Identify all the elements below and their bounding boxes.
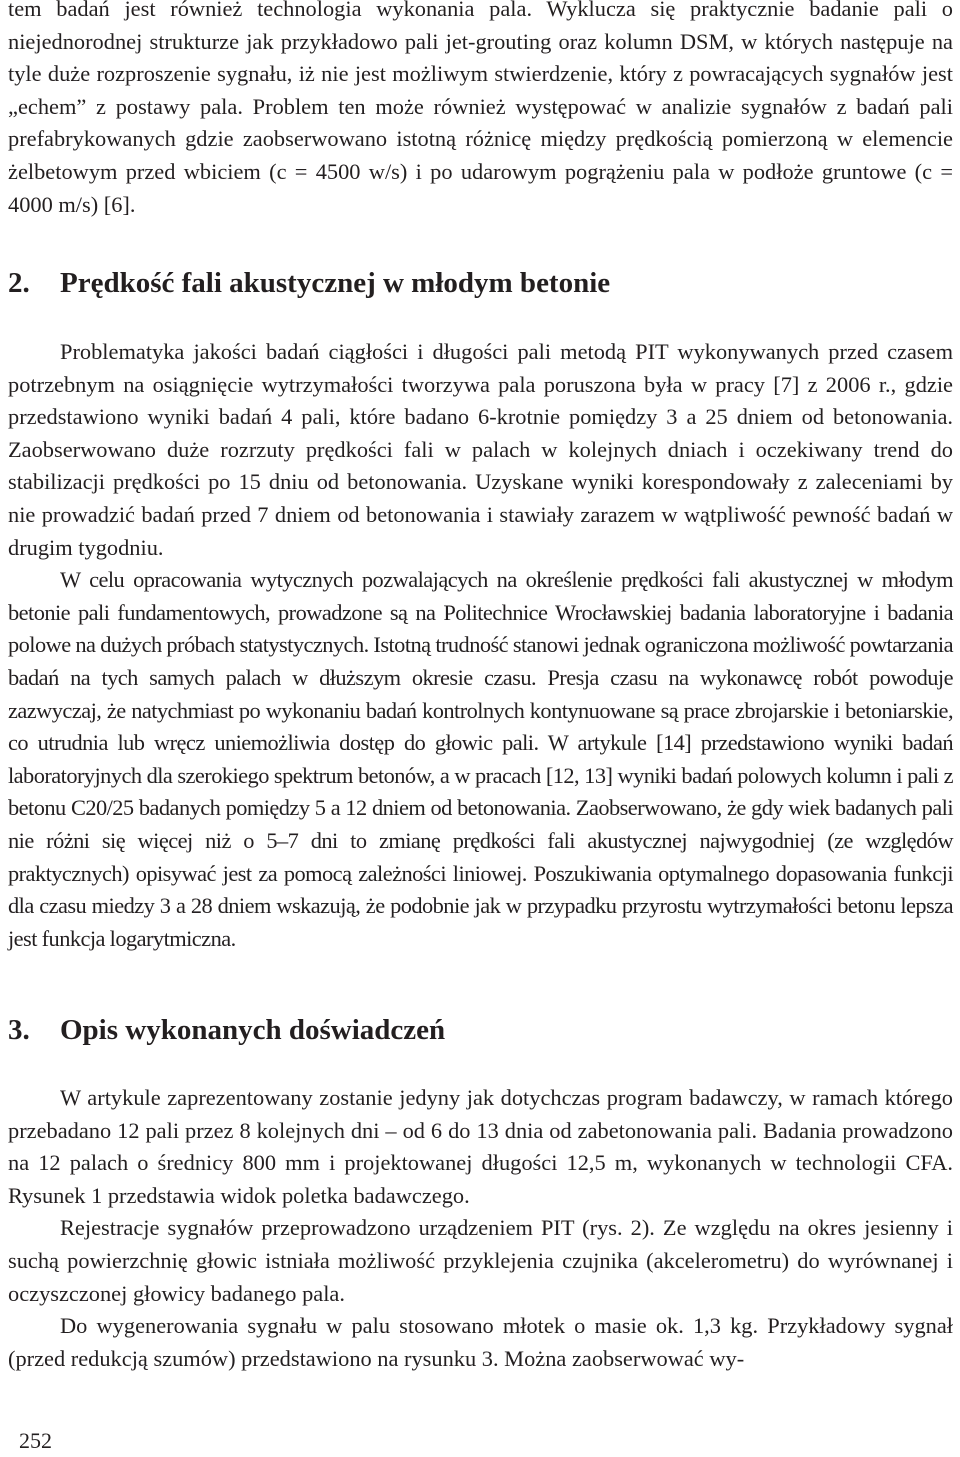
section-3-paragraph-3: Do wygenerowania sygnału w palu stosowano młotek o masie ok. 1,3 kg. Przykładowy sygnał (przed redukcją szumów) przedstawiono na rysunku 3. Można zaobserwować wy- [8, 1313, 953, 1371]
section-3-body [8, 1082, 953, 1375]
page-number: 252 [19, 1428, 52, 1453]
section-2-title: Prędkość fali akustycznej w młodym betonie [60, 267, 611, 299]
section-2-number: 2. [8, 267, 30, 299]
intro-paragraph-block [8, 0, 953, 221]
section-2-heading [8, 266, 610, 300]
section-3-title: Opis wykonanych doświadczeń [60, 1014, 446, 1046]
section-2-paragraph-2: W celu opracowania wytycznych pozwalających na określenie prędkości fali akustycznej w młodym betonie pali fundamentowych, prowadzone są na Politechnice Wrocławskiej badania laboratoryjne i badania polowe na dużych próbach statystycznych. Istotną trudność stanowi jednak ograniczona możliwość powtarzania badań na tych samych palach w dłuższym okresie czasu. Presja czasu na wykonawcę robót powoduje zazwyczaj, że natychmiast po wykonaniu badań kontrolnych kontynuowane są prace zbrojarskie i betoniarskie, co utrudnia lub wręcz uniemożliwia dostęp do głowic pali. W artykule [14] przedstawiono wyniki badań laboratoryjnych dla szerokiego spektrum betonów, a w pracach [12, 13] wyniki badań polowych kolumn i pali z betonu C20/25 badanych pomiędzy 5 a 12 dniem od betonowania. Zaobserwowano, że gdy wiek badanych pali nie różni się więcej niż o 5–7 dni to zmianę prędkości fali akustycznej najwygodniej (ze względów praktycznych) opisywać jest za pomocą zależności liniowej. Poszukiwania optymalnego dopasowania funkcji dla czasu miedzy 3 a 28 dniem wskazują, że podobnie jak w przypadku przyrostu wytrzymałości betonu lepsza jest funkcja logarytmiczna. [8, 567, 953, 951]
section-3-number: 3. [8, 1014, 30, 1046]
section-2-paragraph-1: Problematyka jakości badań ciągłości i długości pali metodą PIT wykonywanych przed czasem potrzebnym na osiągnięcie wytrzymałości tworzywa pala poruszona była w pracy [7] z 2006 r., gdzie przedstawiono wyniki badań 4 pali, które badano 6-krotnie pomiędzy 3 a 25 dniem od betonowania. Zaobserwowano duże rozrzuty prędkości fali w palach w kolejnych dniach i oczekiwany trend do stabilizacji prędkości po 15 dniu od betonowania. Uzyskane wyniki korespondowały z zaleceniami by nie prowadzić badań przed 7 dniem od betonowania i stawiały zarazem w wątpliwość pewność badań w drugim tygodniu. [8, 339, 953, 560]
section-3-paragraph-2: Rejestracje sygnałów przeprowadzono urządzeniem PIT (rys. 2). Ze względu na okres jesienny i suchą powierzchnię głowic istniała możliwość przyklejenia czujnika (akcelerometru) do wyrównanej i oczyszczonej głowicy badanego pala. [8, 1215, 953, 1306]
section-3-heading [8, 1013, 445, 1047]
section-2-body [8, 336, 953, 955]
section-3-paragraph-1: W artykule zaprezentowany zostanie jedyny jak dotychczas program badawczy, w ramach którego przebadano 12 pali przez 8 kolejnych dni – od 6 do 13 dnia od zabetonowania pali. Badania prowadzono na 12 palach o średnicy 800 mm i projektowanej długości 12,5 m, wykonanych w technologii CFA. Rysunek 1 przedstawia widok poletka badawczego. [8, 1085, 953, 1208]
intro-paragraph: tem badań jest również technologia wykonania pala. Wyklucza się praktycznie badanie pali o niejednorodnej strukturze jak przykładowo pali jet-grouting oraz kolumn DSM, w których następuje na tyle duże rozproszenie sygnału, iż nie jest możliwym stwierdzenie, który z powracających sygnałów jest „echem” z postawy pala. Problem ten może również występować w analizie sygnałów z badań pali prefabrykowanych gdzie zaobserwowano istotną różnicę między prędkością pomierzoną w elemencie żelbetowym przed wbiciem (c = 4500 w/s) i po udarowym pogrążeniu pala w podłoże gruntowe (c = 4000 m/s) [6]. [8, 0, 953, 217]
